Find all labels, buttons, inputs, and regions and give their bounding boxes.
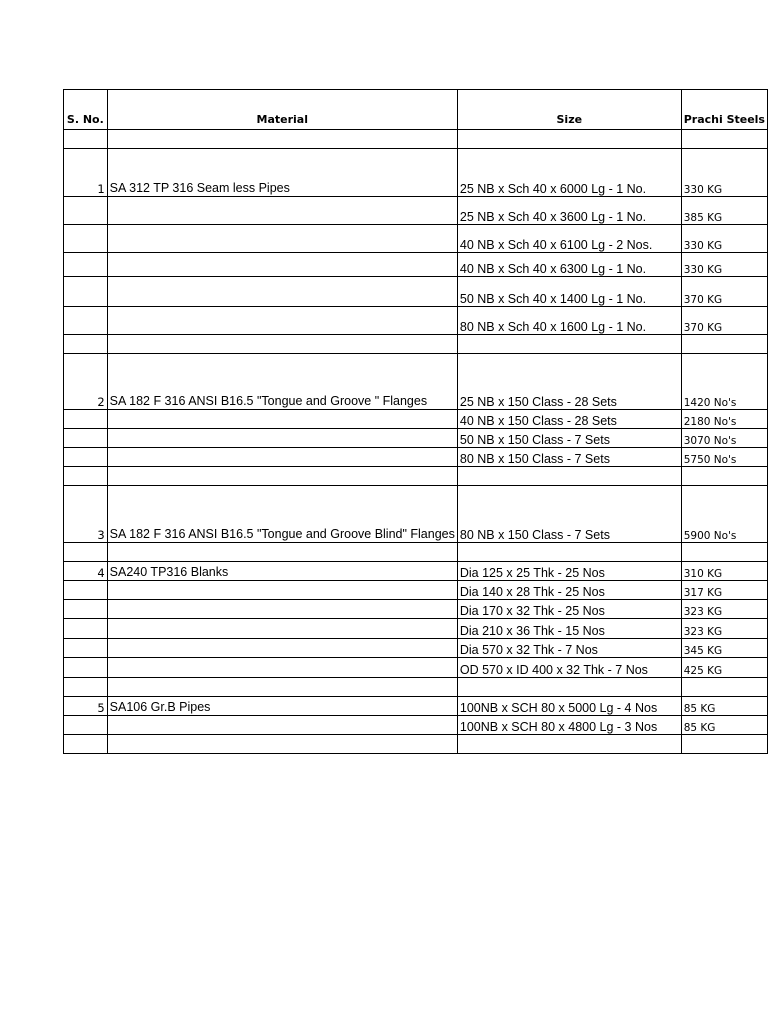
header-size: Size	[457, 90, 681, 130]
size-cell: 80 NB x 150 Class - 7 Sets	[457, 448, 681, 467]
sno-cell	[64, 639, 108, 658]
size-cell: 50 NB x Sch 40 x 1400 Lg - 1 No.	[457, 277, 681, 307]
material-cell	[107, 429, 457, 448]
header-row	[64, 90, 768, 130]
sno-cell	[64, 735, 108, 754]
table-row	[64, 735, 768, 754]
table-row	[64, 149, 768, 197]
table-row	[64, 130, 768, 149]
price-cell: 5900 No's	[681, 486, 767, 543]
sno-cell	[64, 307, 108, 335]
sno-cell	[64, 678, 108, 697]
size-cell	[457, 467, 681, 486]
table-row	[64, 197, 768, 225]
sno-cell	[64, 335, 108, 354]
price-cell: 310 KG	[681, 562, 767, 581]
size-cell: OD 570 x ID 400 x 32 Thk - 7 Nos	[457, 658, 681, 678]
material-cell	[107, 410, 457, 429]
size-cell	[457, 130, 681, 149]
table-row	[64, 225, 768, 253]
price-cell	[681, 678, 767, 697]
table-row	[64, 600, 768, 619]
table-row	[64, 448, 768, 467]
size-cell: 25 NB x Sch 40 x 3600 Lg - 1 No.	[457, 197, 681, 225]
material-cell	[107, 678, 457, 697]
material-cell	[107, 225, 457, 253]
sno-cell: 3	[64, 486, 108, 543]
sno-cell: 2	[64, 354, 108, 410]
price-cell: 323 KG	[681, 619, 767, 639]
size-cell: 100NB x SCH 80 x 4800 Lg - 3 Nos	[457, 716, 681, 735]
sno-cell	[64, 410, 108, 429]
sno-cell	[64, 619, 108, 639]
size-cell	[457, 678, 681, 697]
sno-cell	[64, 581, 108, 600]
size-cell: 40 NB x Sch 40 x 6100 Lg - 2 Nos.	[457, 225, 681, 253]
price-cell	[681, 735, 767, 754]
sno-cell	[64, 543, 108, 562]
table-row	[64, 619, 768, 639]
table-row	[64, 467, 768, 486]
price-cell: 330 KG	[681, 225, 767, 253]
material-cell	[107, 639, 457, 658]
header-price: Prachi Steels	[681, 90, 767, 130]
size-cell: Dia 570 x 32 Thk - 7 Nos	[457, 639, 681, 658]
size-cell	[457, 543, 681, 562]
size-cell: 50 NB x 150 Class - 7 Sets	[457, 429, 681, 448]
material-cell	[107, 600, 457, 619]
table-row	[64, 581, 768, 600]
sno-cell: 4	[64, 562, 108, 581]
material-cell	[107, 543, 457, 562]
material-cell	[107, 581, 457, 600]
price-cell: 425 KG	[681, 658, 767, 678]
material-cell	[107, 197, 457, 225]
size-cell: 80 NB x 150 Class - 7 Sets	[457, 486, 681, 543]
material-cell: SA240 TP316 Blanks	[107, 562, 457, 581]
price-cell	[681, 335, 767, 354]
price-cell: 1420 No's	[681, 354, 767, 410]
price-cell: 370 KG	[681, 277, 767, 307]
sno-cell	[64, 658, 108, 678]
material-cell	[107, 448, 457, 467]
table-row	[64, 354, 768, 410]
price-cell	[681, 543, 767, 562]
material-cell	[107, 735, 457, 754]
table-row	[64, 486, 768, 543]
price-cell: 370 KG	[681, 307, 767, 335]
table-row	[64, 543, 768, 562]
sno-cell	[64, 429, 108, 448]
price-cell	[681, 130, 767, 149]
material-cell: SA 182 F 316 ANSI B16.5 "Tongue and Groove Blind" Flanges	[107, 486, 457, 543]
size-cell: 40 NB x 150 Class - 28 Sets	[457, 410, 681, 429]
price-cell: 345 KG	[681, 639, 767, 658]
material-cell	[107, 307, 457, 335]
sno-cell	[64, 716, 108, 735]
material-cell: SA106 Gr.B Pipes	[107, 697, 457, 716]
sno-cell: 1	[64, 149, 108, 197]
price-cell: 330 KG	[681, 149, 767, 197]
table-row	[64, 639, 768, 658]
table-row	[64, 277, 768, 307]
sno-cell: 5	[64, 697, 108, 716]
table-row	[64, 429, 768, 448]
table-row	[64, 658, 768, 678]
table-row	[64, 410, 768, 429]
table-row	[64, 307, 768, 335]
material-cell	[107, 658, 457, 678]
price-cell: 323 KG	[681, 600, 767, 619]
table-row	[64, 253, 768, 277]
table-row	[64, 697, 768, 716]
price-cell: 85 KG	[681, 697, 767, 716]
price-table	[63, 89, 768, 754]
price-cell: 85 KG	[681, 716, 767, 735]
size-cell: 25 NB x 150 Class - 28 Sets	[457, 354, 681, 410]
size-cell: 25 NB x Sch 40 x 6000 Lg - 1 No.	[457, 149, 681, 197]
table-row	[64, 716, 768, 735]
material-cell	[107, 130, 457, 149]
price-cell: 317 KG	[681, 581, 767, 600]
sno-cell	[64, 467, 108, 486]
table-row	[64, 335, 768, 354]
sno-cell	[64, 197, 108, 225]
table-row	[64, 678, 768, 697]
sno-cell	[64, 600, 108, 619]
material-cell	[107, 277, 457, 307]
size-cell: Dia 125 x 25 Thk - 25 Nos	[457, 562, 681, 581]
price-cell: 330 KG	[681, 253, 767, 277]
sno-cell	[64, 253, 108, 277]
size-cell: Dia 170 x 32 Thk - 25 Nos	[457, 600, 681, 619]
material-cell	[107, 467, 457, 486]
price-cell: 5750 No's	[681, 448, 767, 467]
size-cell: Dia 140 x 28 Thk - 25 Nos	[457, 581, 681, 600]
size-cell	[457, 735, 681, 754]
material-cell: SA 312 TP 316 Seam less Pipes	[107, 149, 457, 197]
sno-cell	[64, 448, 108, 467]
size-cell: 40 NB x Sch 40 x 6300 Lg - 1 No.	[457, 253, 681, 277]
size-cell: 100NB x SCH 80 x 5000 Lg - 4 Nos	[457, 697, 681, 716]
material-cell	[107, 253, 457, 277]
size-cell: Dia 210 x 36 Thk - 15 Nos	[457, 619, 681, 639]
price-cell: 2180 No's	[681, 410, 767, 429]
size-cell	[457, 335, 681, 354]
material-cell	[107, 619, 457, 639]
size-cell: 80 NB x Sch 40 x 1600 Lg - 1 No.	[457, 307, 681, 335]
header-sno: S. No.	[64, 90, 108, 130]
header-material: Material	[107, 90, 457, 130]
sno-cell	[64, 225, 108, 253]
sno-cell	[64, 130, 108, 149]
sno-cell	[64, 277, 108, 307]
material-cell	[107, 335, 457, 354]
price-cell: 3070 No's	[681, 429, 767, 448]
table-row	[64, 562, 768, 581]
price-cell	[681, 467, 767, 486]
material-cell	[107, 716, 457, 735]
price-cell: 385 KG	[681, 197, 767, 225]
table-body	[64, 130, 768, 754]
material-cell: SA 182 F 316 ANSI B16.5 "Tongue and Groove " Flanges	[107, 354, 457, 410]
